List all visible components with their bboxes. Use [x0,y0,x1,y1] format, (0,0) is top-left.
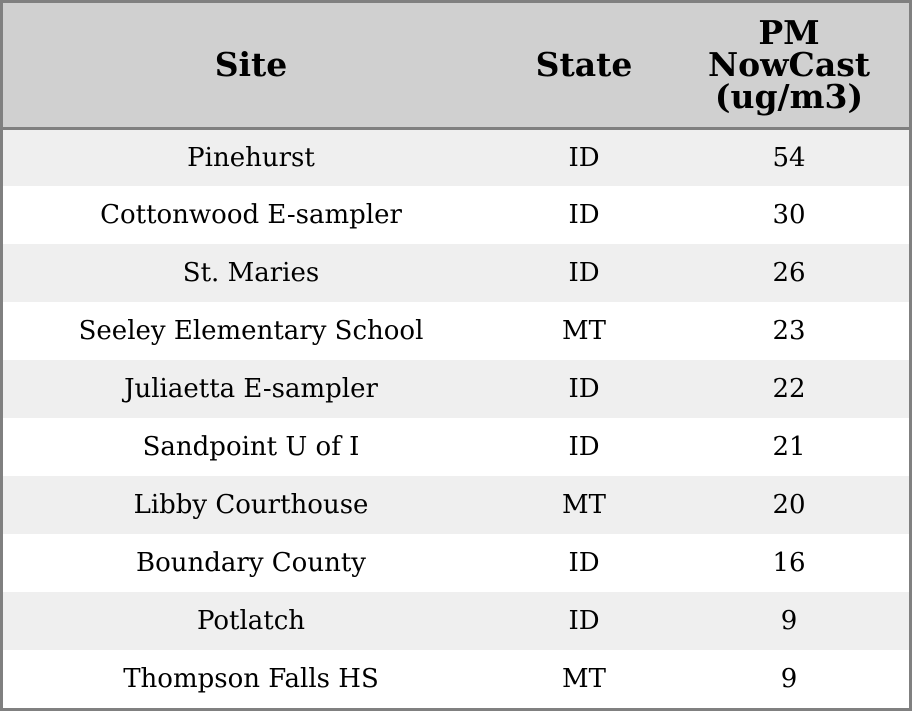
cell-site: St. Maries [182,258,320,288]
cell-state: ID [568,374,600,404]
table-row [3,534,909,592]
cell-pm-nowcast: 21 [772,432,806,462]
table-row [3,650,909,708]
cell-site: Libby Courthouse [133,490,369,520]
cell-state: MT [562,316,606,346]
cell-pm-nowcast: 9 [780,606,798,636]
header-pm-nowcast [669,3,909,128]
cell-pm-nowcast: 22 [772,374,806,404]
cell-site: Sandpoint U of I [142,432,360,462]
header-pm-line3: (ug/m3) [714,76,864,116]
cell-pm-nowcast: 9 [780,664,798,694]
cell-site: Boundary County [136,548,366,578]
header-site: Site [3,3,499,128]
header-row [3,3,909,128]
table-row [3,476,909,534]
cell-state: ID [568,200,600,230]
table-row [3,592,909,650]
header-state: State [499,3,669,128]
cell-state: ID [568,606,600,636]
cell-state: MT [562,664,606,694]
cell-site: Cottonwood E-sampler [100,200,402,230]
cell-site: Thompson Falls HS [123,664,379,694]
cell-site: Pinehurst [187,142,315,173]
cell-pm-nowcast: 54 [772,142,806,173]
header-pm-line1: PM [758,12,820,52]
table-row [3,186,909,244]
table-row [3,128,909,186]
cell-pm-nowcast: 16 [772,548,806,578]
cell-pm-nowcast: 20 [772,490,806,520]
table-row [3,360,909,418]
cell-state: ID [568,258,600,288]
header-pm-line2: NowCast [707,44,871,84]
cell-state: ID [568,432,600,462]
table-row [3,418,909,476]
cell-state: MT [562,490,606,520]
cell-pm-nowcast: 30 [772,200,806,230]
table-header [3,3,909,128]
cell-site: Potlatch [196,606,306,636]
cell-pm-nowcast: 23 [772,316,806,346]
cell-state: ID [568,142,600,173]
cell-site: Juliaetta E-sampler [124,374,378,404]
cell-state: ID [568,548,600,578]
table-row [3,244,909,302]
cell-pm-nowcast: 26 [772,258,806,288]
table-body [3,128,909,708]
cell-site: Seeley Elementary School [78,316,424,346]
table-row [3,302,909,360]
pm-nowcast-table [3,3,909,708]
